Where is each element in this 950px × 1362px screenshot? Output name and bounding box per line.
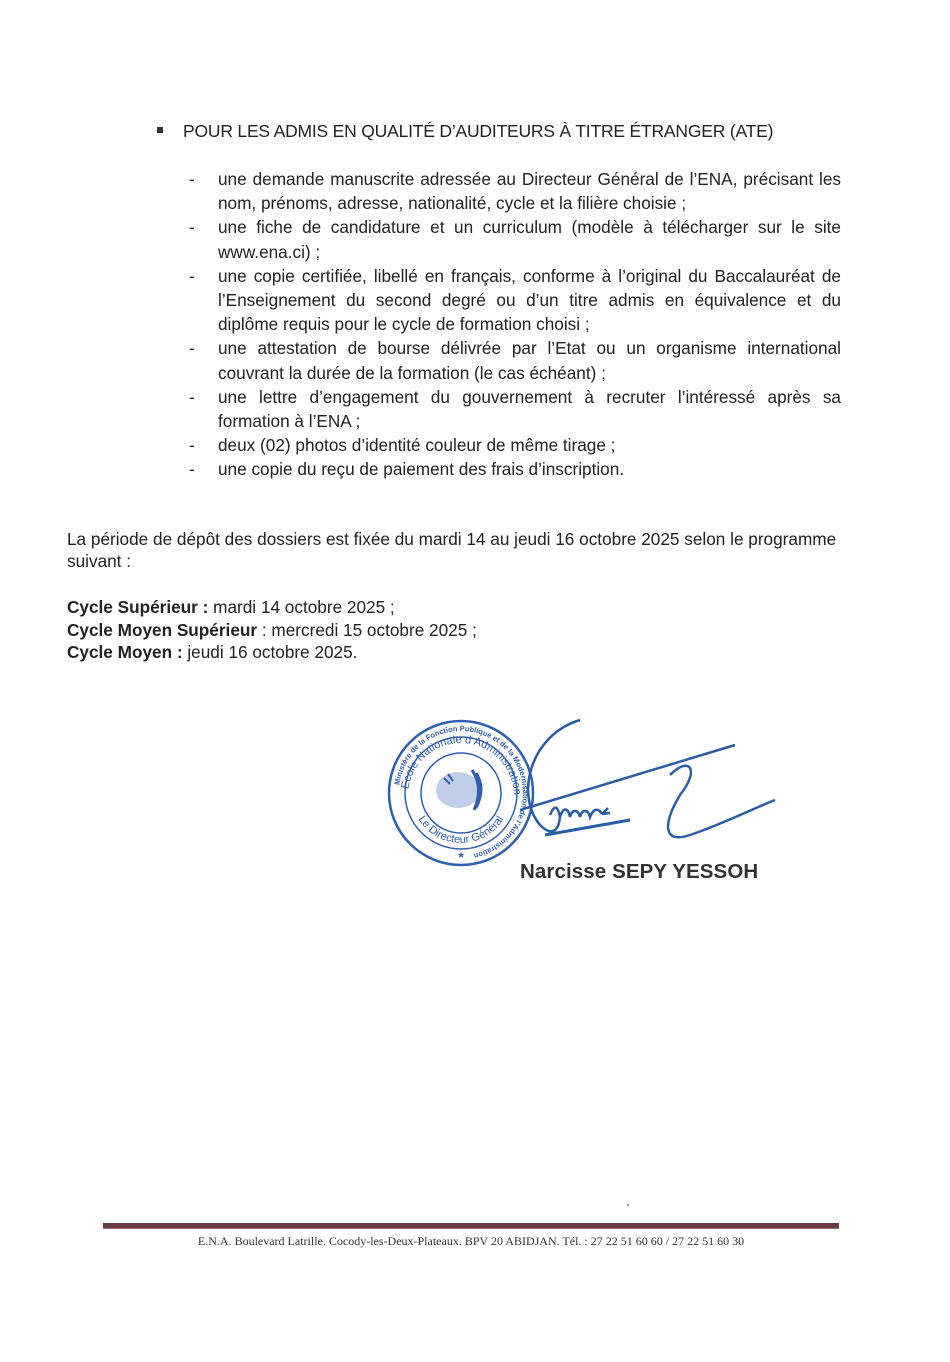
section-heading-text: POUR LES ADMIS EN QUALITÉ D’AUDITEURS À TITRE ÉTRANGER (ATE) xyxy=(183,121,774,141)
dash-marker: - xyxy=(189,217,195,238)
schedule-value: mardi 14 octobre 2025 ; xyxy=(208,597,395,617)
schedule-label: Cycle Moyen Supérieur xyxy=(67,619,258,640)
list-item: - une copie du reçu de paiement des frais d’inscription. xyxy=(185,457,841,481)
footer-address: E.N.A. Boulevard Latrille. Cocody-les-Deux-Plateaux. BPV 20 ABIDJAN. Tél. : 27 22 51 60 60 / 27 22 51 60 30 xyxy=(197,1234,745,1248)
requirements-list xyxy=(185,167,841,482)
dash-marker: - xyxy=(189,338,195,359)
dash-marker: - xyxy=(189,265,195,286)
stamp-inner-top-text: Ecole Nationale d Administration xyxy=(399,733,524,796)
list-item: - une copie certifiée, libellé en français, conforme à l’original du Baccalauréat de l’Enseignement du second degré ou d’un titre admis en équivalence et du diplôme requis pour le cycle de formation choisi ; xyxy=(189,265,841,335)
stamp-inner-bottom-text: Le Directeur Général xyxy=(415,813,507,847)
schedule-value: : mercredi 15 octobre 2025 ; xyxy=(257,619,477,640)
list-item: - deux (02) photos d’identité couleur de même tirage ; xyxy=(185,433,841,457)
list-item: - une demande manuscrite adressée au Directeur Général de l’ENA, précisant les nom, prénoms, adresse, nationalité, cycle et la filière choisie ; xyxy=(189,169,841,214)
list-item: - une fiche de candidature et un curriculum (modèle à télécharger sur le site www.ena.ci) ; xyxy=(189,217,841,262)
deposit-period-paragraph: La période de dépôt des dossiers est fixée du mardi 14 au jeudi 16 octobre 2025 selon le programme suivant : xyxy=(67,529,837,571)
scan-speck xyxy=(627,1204,629,1206)
schedule-list xyxy=(67,596,767,664)
dash-marker: - xyxy=(189,459,195,480)
section-heading xyxy=(157,121,857,142)
handwritten-signature xyxy=(520,715,780,865)
dash-marker: - xyxy=(189,386,195,407)
dash-marker: - xyxy=(189,169,195,189)
schedule-item xyxy=(67,619,767,642)
schedule-label: Cycle Moyen : xyxy=(67,642,183,662)
footer-divider xyxy=(103,1223,839,1229)
official-stamp xyxy=(386,718,536,868)
schedule-label: Cycle Supérieur : xyxy=(67,597,209,617)
list-item: - une attestation de bourse délivrée par l’Etat ou un organisme international couvrant la durée de la formation (le cas échéant) ; xyxy=(189,338,841,383)
stamp-outer-text: Ministère de la Fonction Publique et de la Modernisation de l’Administration xyxy=(392,723,531,861)
elephant-emblem-icon xyxy=(436,770,481,810)
signer-name: Narcisse SEPY YESSOH xyxy=(520,860,759,883)
schedule-value: jeudi 16 octobre 2025. xyxy=(182,642,358,662)
schedule-item xyxy=(67,596,767,619)
schedule-item xyxy=(67,641,767,664)
stamp-star-icon: ★ xyxy=(456,850,466,860)
square-bullet-icon xyxy=(157,127,163,133)
dash-marker: - xyxy=(189,435,195,456)
list-item: - une lettre d’engagement du gouvernement à recruter l’intéressé après sa formation à l’ENA ; xyxy=(189,386,841,432)
